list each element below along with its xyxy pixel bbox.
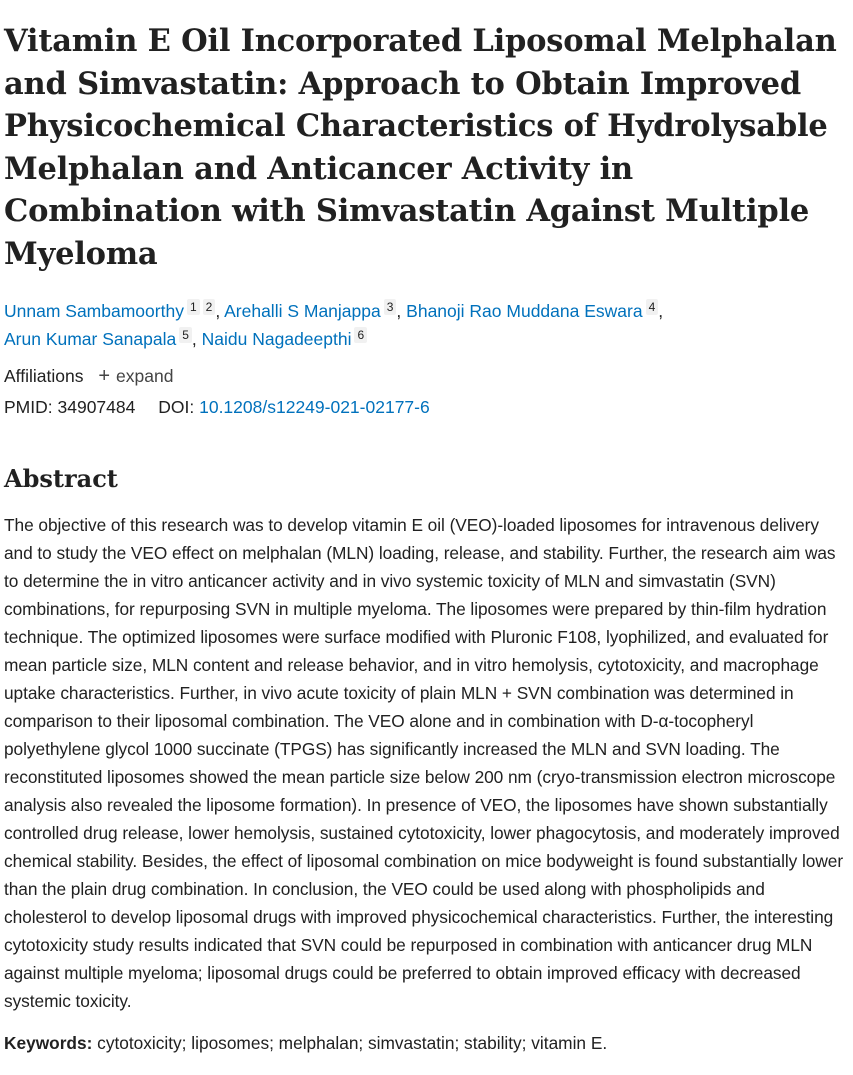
expand-label: expand	[116, 366, 174, 386]
author-separator: ,	[191, 329, 197, 349]
abstract-text: The objective of this research was to develop vitamin E oil (VEO)-loaded liposomes for intravenous delivery and to study the VEO effect on melphalan (MLN) loading, release, and stability. Further, the research aim was to determine the in vitro anticancer activity and in vivo systemic toxicity of MLN and simvastatin (SVN) combinations, for repurposing SVN in multiple myeloma. The liposomes were prepared by thin-film hydration technique. The optimized liposomes were surface modified with Pluronic F108, lyophilized, and evaluated for mean particle size, MLN content and release behavior, and in vitro hemolysis, cytotoxicity, and macrophage uptake characteristics. Further, in vivo acute toxicity of plain MLN + SVN combination was determined in comparison to their liposomal combination. The VEO alone and in combination with D-α-tocopheryl polyethylene glycol 1000 succinate (TPGS) has significantly increased the MLN and SVN loading. The reconstituted liposomes showed the mean particle size below 200 nm (cryo-transmission electron microscope analysis also revealed the liposome formation). In presence of VEO, the liposomes have shown substantially controlled drug release, lower hemolysis, sustained cytotoxicity, lower phagocytosis, and moderately improved chemical stability. Besides, the effect of liposomal combination on mice bodyweight is found substantially lower than the plain drug combination. In conclusion, the VEO could be used along with phospholipids and cholesterol to develop liposomal drugs with improved physicochemical characteristics. Further, the interesting cytotoxicity study results indicated that SVN could be repurposed in combination with anticancer drug MLN against multiple myeloma; liposomal drugs could be preferred to obtain improved efficacy with decreased systemic toxicity.	[4, 515, 844, 1011]
article-page	[0, 20, 853, 1057]
affiliation-badge[interactable]: 4	[646, 299, 659, 315]
affiliations-label: Affiliations	[4, 366, 84, 386]
affiliation-badge[interactable]: 3	[384, 299, 397, 315]
doi-label: DOI:	[158, 397, 195, 417]
affiliation-badge[interactable]: 2	[203, 299, 216, 315]
author-link[interactable]: Unnam Sambamoorthy	[4, 301, 184, 321]
keywords-label: Keywords:	[4, 1033, 93, 1053]
affiliations-row	[4, 365, 849, 387]
identifiers-row	[4, 396, 849, 418]
author-separator: ,	[215, 301, 221, 321]
pmid-label: PMID:	[4, 397, 53, 417]
plus-icon: +	[98, 365, 111, 387]
affiliation-badge[interactable]: 5	[179, 327, 192, 343]
affiliation-badge[interactable]: 1	[187, 299, 200, 315]
keywords-row	[4, 1029, 849, 1057]
author-link[interactable]: Arun Kumar Sanapala	[4, 329, 177, 349]
author-link[interactable]: Arehalli S Manjappa	[224, 301, 381, 321]
pmid-value: 34907484	[57, 397, 136, 417]
keywords-value: cytotoxicity; liposomes; melphalan; simvastatin; stability; vitamin E.	[97, 1033, 608, 1053]
affiliations-expand-button[interactable]	[98, 366, 173, 386]
author-list	[4, 297, 849, 353]
author-separator: ,	[658, 301, 664, 321]
doi-link[interactable]: 10.1208/s12249-021-02177-6	[199, 397, 430, 417]
article-title: Vitamin E Oil Incorporated Liposomal Melphalan and Simvastatin: Approach to Obtain Improved Physicochemical Characteristics of Hydrolysable Melphalan and Anticancer Activity in Combination with Simvastatin Against Multiple Myeloma	[4, 23, 837, 272]
affiliation-badge[interactable]: 6	[354, 327, 367, 343]
author-link[interactable]: Bhanoji Rao Muddana Eswara	[406, 301, 643, 321]
author-link[interactable]: Naidu Nagadeepthi	[201, 329, 352, 349]
abstract-heading: Abstract	[4, 464, 118, 493]
author-separator: ,	[396, 301, 402, 321]
